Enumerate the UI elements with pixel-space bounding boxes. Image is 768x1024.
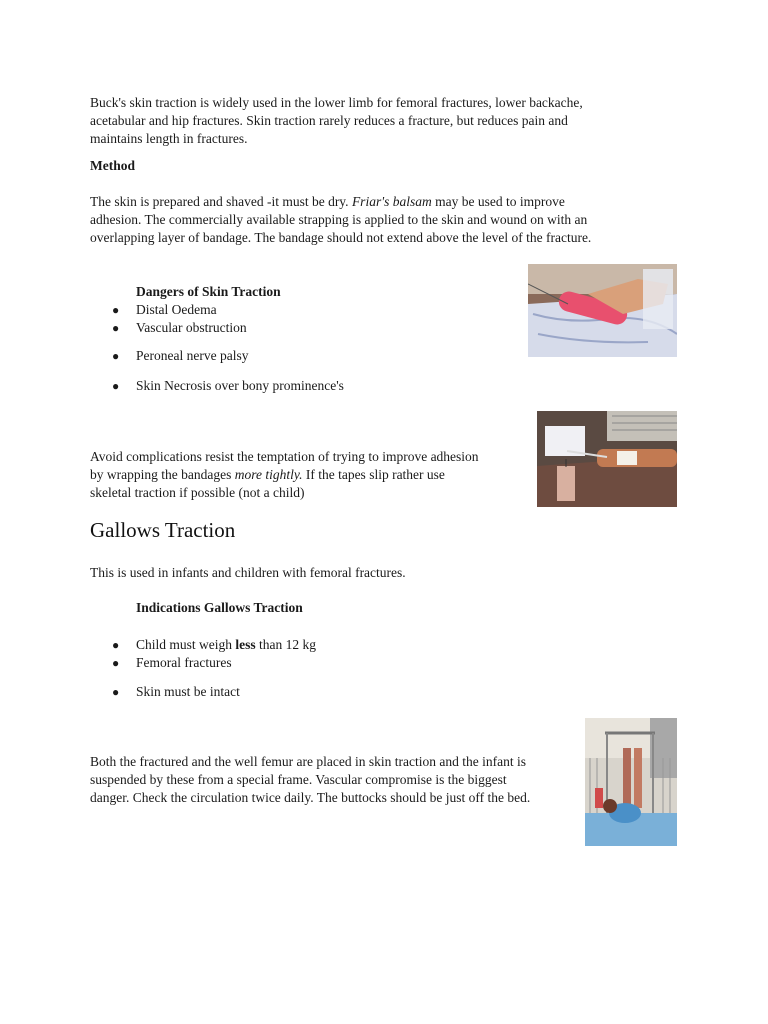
dangers-item-3 <box>112 347 248 365</box>
intro-line-1: Buck's skin traction is widely used in the lower limb for femoral fractures, lower backache, <box>90 95 583 110</box>
dangers-item-1-text: Distal Oedema <box>136 302 217 317</box>
dangers-item-3-text: Peroneal nerve palsy <box>136 348 249 363</box>
gallows-para-line-1: Both the fractured and the well femur are placed in skin traction and the infant is <box>90 754 526 769</box>
avoid-line-1: Avoid complications resist the temptation of trying to improve adhesion <box>90 449 479 464</box>
avoid-line-3: skeletal traction if possible (not a child) <box>90 485 305 500</box>
indications-item-2-text: Femoral fractures <box>136 655 232 670</box>
gallows-para-line-2: suspended by these from a special frame. Vascular compromise is the biggest <box>90 772 507 787</box>
indications-heading: Indications Gallows Traction <box>136 600 303 615</box>
dangers-item-1 <box>112 301 217 319</box>
indications-item-2 <box>112 654 232 672</box>
indications-item-1 <box>112 636 316 654</box>
bullet-icon: ● <box>112 379 120 393</box>
dangers-heading: Dangers of Skin Traction <box>136 284 281 299</box>
indications-item-1-b: than 12 kg <box>255 637 317 652</box>
dangers-item-2-text: Vascular obstruction <box>136 320 247 335</box>
avoid-line-2 <box>90 466 445 484</box>
bullet-icon: ● <box>112 349 120 363</box>
method-line-3: overlapping layer of bandage. The bandage should not extend above the level of the fracture. <box>90 230 592 245</box>
gallows-para-line-3: danger. Check the circulation twice daily. The buttocks should be just off the bed. <box>90 790 531 805</box>
avoid-line-2-a: by wrapping the bandages <box>90 467 235 482</box>
dangers-item-2 <box>112 319 247 337</box>
avoid-line-2-em: more tightly. <box>234 467 303 482</box>
gallows-heading: Gallows Traction <box>90 518 236 542</box>
indications-item-3-text: Skin must be intact <box>136 684 240 699</box>
method-line-1-a: The skin is prepared and shaved -it must be dry. <box>90 194 352 209</box>
bullet-icon: ● <box>112 321 120 335</box>
dangers-item-4-text: Skin Necrosis over bony prominence's <box>136 378 344 393</box>
indications-item-1-bold: less <box>235 637 256 652</box>
bullet-icon: ● <box>112 656 120 670</box>
method-line-1 <box>90 193 565 211</box>
intro-line-3: maintains length in fractures. <box>90 131 248 146</box>
bullet-icon: ● <box>112 638 120 652</box>
avoid-line-2-b: If the tapes slip rather use <box>302 467 445 482</box>
method-line-1-em: Friar's balsam <box>351 194 432 209</box>
indications-item-1-a: Child must weigh <box>136 637 236 652</box>
method-line-2: adhesion. The commercially available strapping is applied to the skin and wound on with an <box>90 212 588 227</box>
bullet-icon: ● <box>112 303 120 317</box>
dangers-item-4 <box>112 377 344 395</box>
method-heading: Method <box>90 158 135 173</box>
bullet-icon: ● <box>112 685 120 699</box>
gallows-intro: This is used in infants and children with femoral fractures. <box>90 565 406 580</box>
indications-item-3 <box>112 683 240 701</box>
skin-traction-photo-1 <box>528 264 677 357</box>
gallows-traction-photo <box>585 718 677 846</box>
intro-line-2: acetabular and hip fractures. Skin traction rarely reduces a fracture, but reduces pain and <box>90 113 568 128</box>
method-line-1-b: may be used to improve <box>431 194 565 209</box>
skin-traction-photo-2 <box>537 411 677 507</box>
